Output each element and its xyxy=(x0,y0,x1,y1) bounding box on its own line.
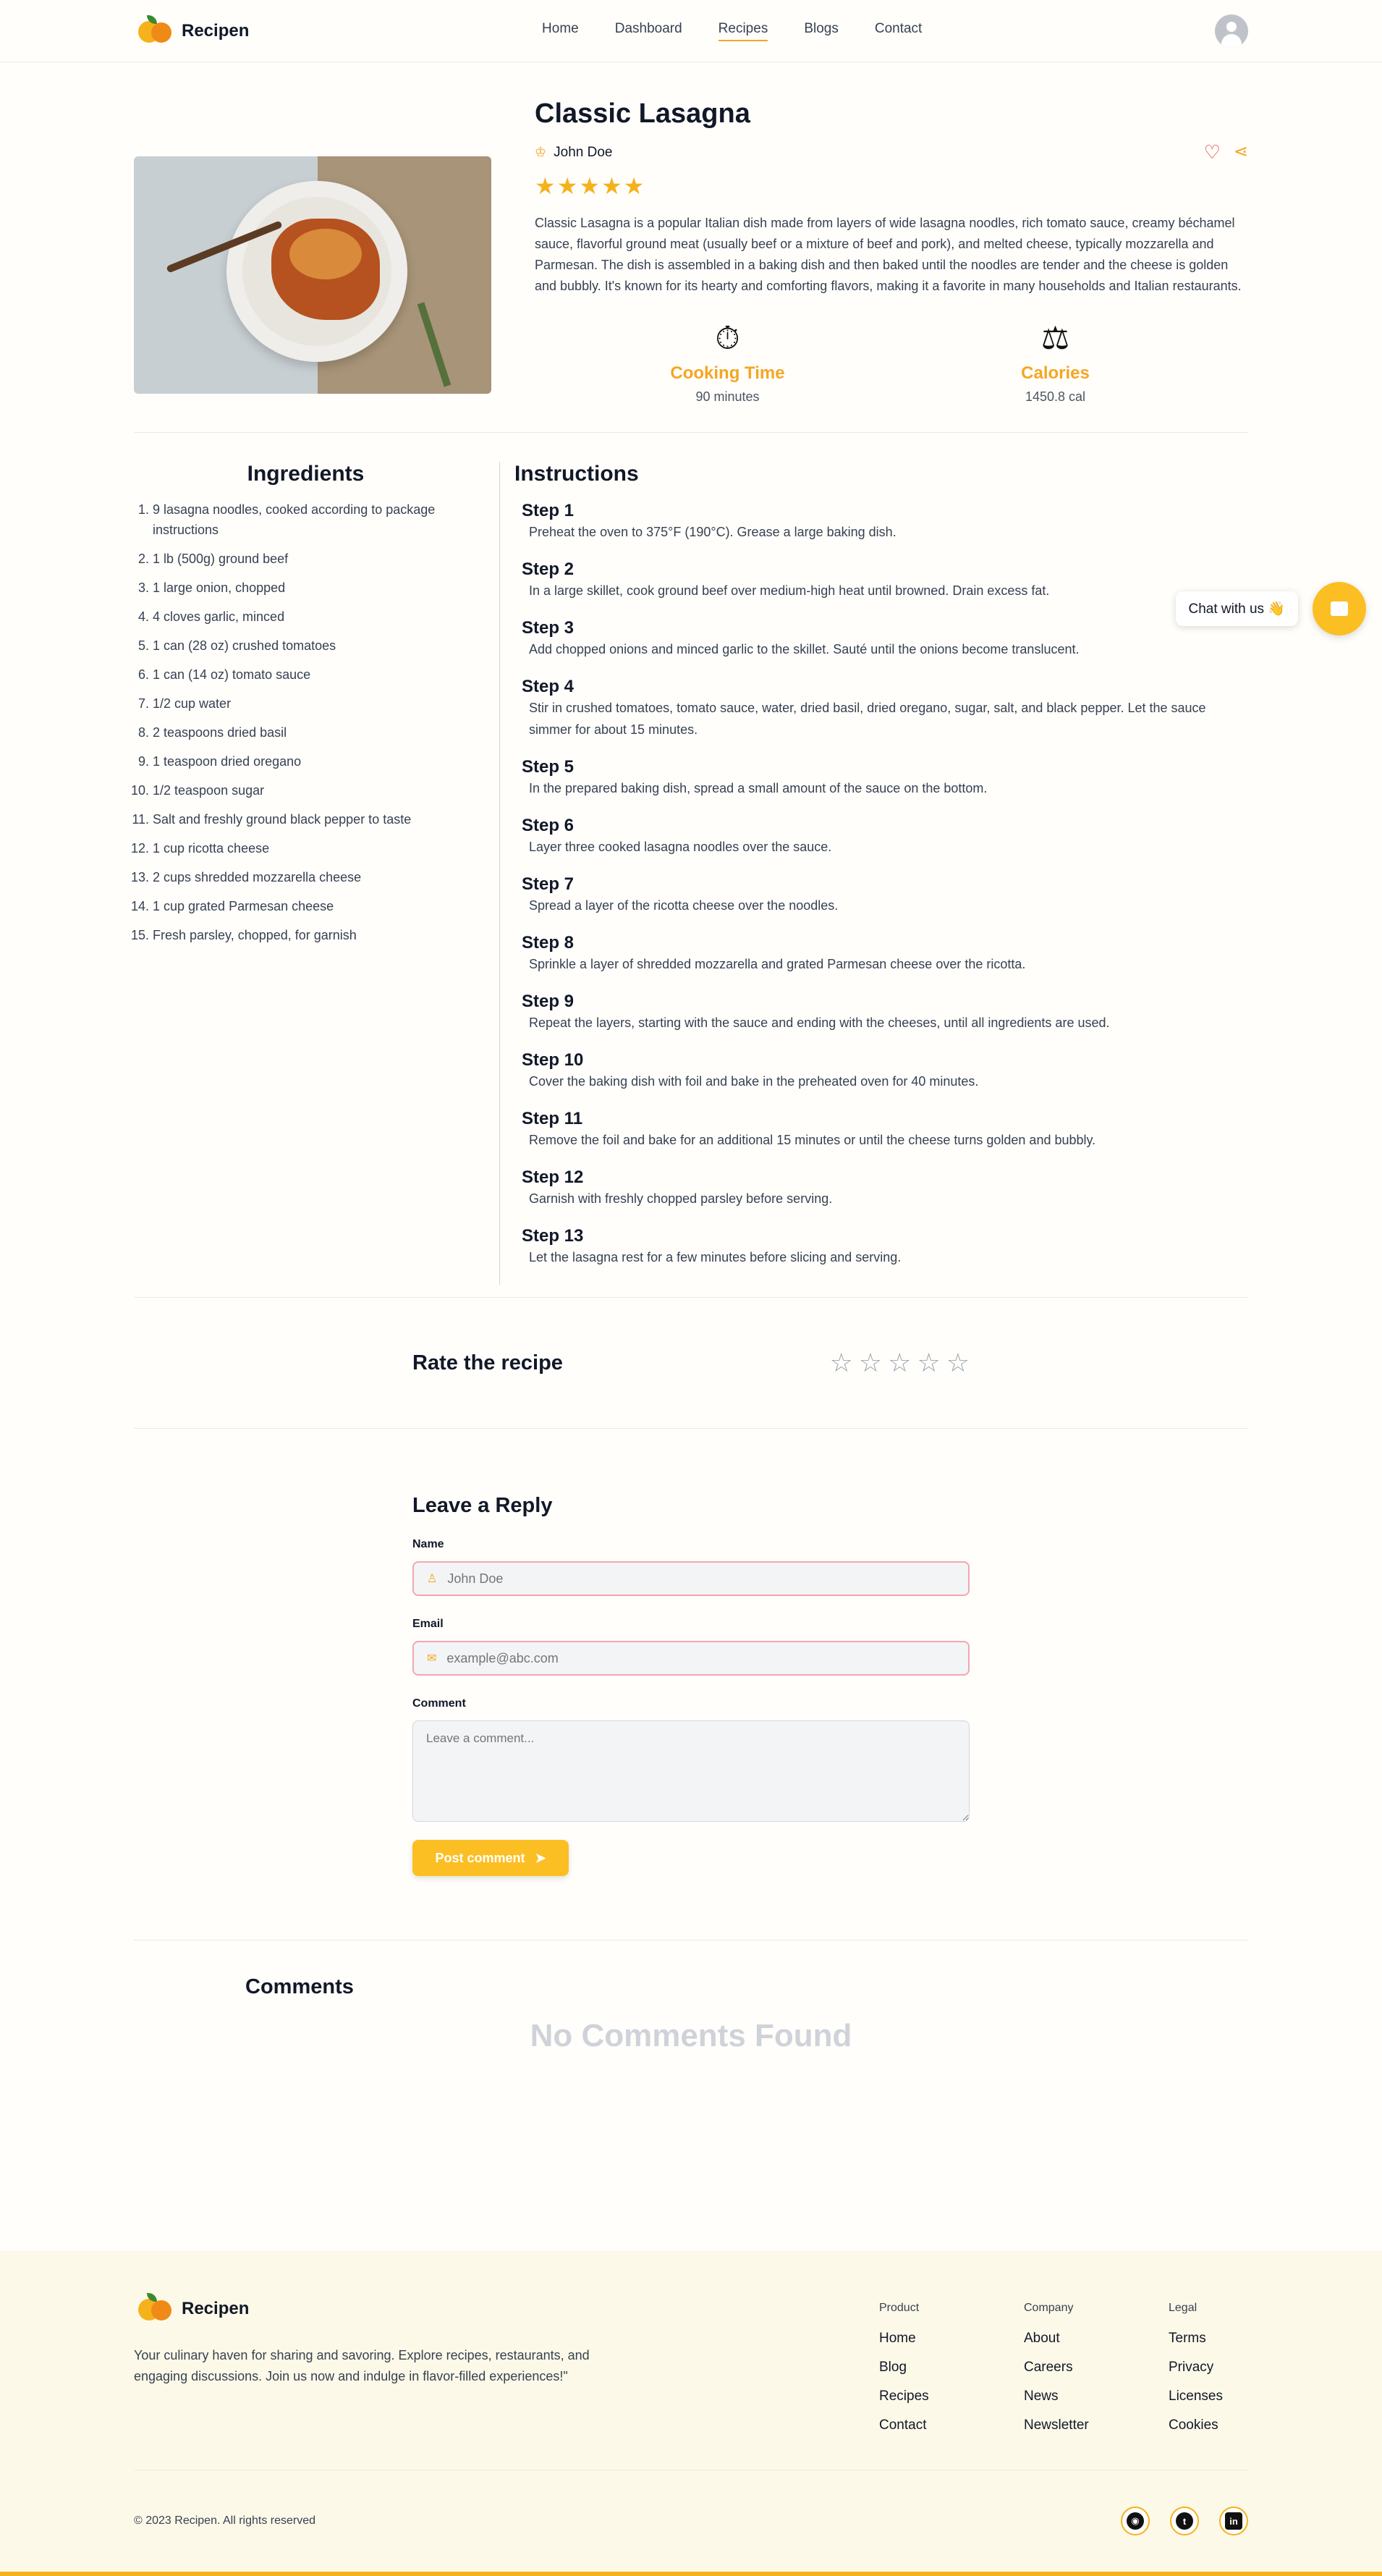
calories-label: Calories xyxy=(1021,363,1090,383)
comment-label: Comment xyxy=(412,1697,466,1710)
step-text: Stir in crushed tomatoes, tomato sauce, water, dried basil, dried oregano, sugar, salt, and black pepper. Let the sauce simmer for about 15 minutes. xyxy=(529,701,1206,737)
instruction-step xyxy=(514,874,1248,916)
ingredients-panel xyxy=(134,462,500,1285)
ingredient-item: 5. 1 can (28 oz) crushed tomatoes xyxy=(153,635,478,656)
footer xyxy=(0,2251,1382,2576)
footer-col-title: Company xyxy=(1024,2302,1074,2314)
scale-icon: ⚖ xyxy=(1040,321,1070,356)
step-text: Cover the baking dish with foil and bake in the preheated oven for 40 minutes. xyxy=(529,1074,979,1089)
github-link[interactable] xyxy=(1121,2507,1150,2535)
recipen-logo-icon xyxy=(134,2293,174,2325)
ingredient-item: 9. 1 teaspoon dried oregano xyxy=(153,751,478,772)
calories-stat xyxy=(969,317,1143,405)
reply-form xyxy=(412,1429,970,1876)
author-name: John Doe xyxy=(554,144,613,160)
reply-heading: Leave a Reply xyxy=(412,1494,553,1517)
name-field[interactable] xyxy=(412,1561,970,1596)
footer-link-privacy[interactable]: Privacy xyxy=(1169,2360,1214,2375)
ingredient-item: 2. 1 lb (500g) ground beef xyxy=(153,549,478,569)
instructions-panel xyxy=(500,462,1248,1285)
no-comments-text: No Comments Found xyxy=(530,2018,852,2053)
linkedin-icon: in xyxy=(1225,2512,1242,2530)
recipe-info xyxy=(535,98,1248,405)
instruction-step xyxy=(514,992,1248,1034)
brand-logo-link[interactable] xyxy=(134,15,249,47)
cooking-time-stat xyxy=(641,317,815,405)
step-text: Layer three cooked lasagna noodles over the sauce. xyxy=(529,840,832,854)
stopwatch-icon: ⏱ xyxy=(715,321,740,356)
footer-link-cookies[interactable]: Cookies xyxy=(1169,2417,1218,2433)
ingredient-item: 15. Fresh parsley, chopped, for garnish xyxy=(153,925,478,945)
bottom-accent-bar xyxy=(0,2572,1382,2576)
step-text: Remove the foil and bake for an additional 15 minutes or until the cheese turns golden and bubbly. xyxy=(529,1133,1096,1147)
ingredient-item: 12. 1 cup ricotta cheese xyxy=(153,838,478,858)
user-avatar-icon[interactable] xyxy=(1215,14,1248,48)
nav-contact[interactable]: Contact xyxy=(874,20,923,36)
rate-section xyxy=(412,1298,970,1428)
favorite-heart-icon[interactable]: ♡ xyxy=(1203,141,1221,163)
ingredient-item: 6. 1 can (14 oz) tomato sauce xyxy=(153,664,478,685)
step-text: Let the lasagna rest for a few minutes before slicing and serving. xyxy=(529,1250,902,1264)
twitter-link[interactable] xyxy=(1170,2507,1199,2535)
ingredient-item: 14. 1 cup grated Parmesan cheese xyxy=(153,896,478,916)
share-icon[interactable]: ⋖ xyxy=(1233,142,1248,161)
footer-link-home[interactable]: Home xyxy=(879,2331,916,2346)
post-comment-button[interactable] xyxy=(412,1840,569,1876)
nav-home[interactable]: Home xyxy=(542,20,579,36)
instruction-step xyxy=(514,933,1248,975)
step-text: In the prepared baking dish, spread a small amount of the sauce on the bottom. xyxy=(529,781,988,795)
divider xyxy=(134,432,1248,433)
step-text: Spread a layer of the ricotta cheese over the noodles. xyxy=(529,898,839,913)
brand-name: Recipen xyxy=(182,20,250,41)
instruction-step xyxy=(514,677,1248,740)
recipe-hero xyxy=(134,62,1248,405)
footer-col-title: Product xyxy=(879,2302,920,2314)
ingredients-heading: Ingredients xyxy=(247,462,365,486)
step-title: Step 7 xyxy=(522,874,575,894)
footer-link-newsletter[interactable]: Newsletter xyxy=(1024,2417,1089,2433)
footer-brand-name: Recipen xyxy=(182,2299,250,2318)
nav-blogs[interactable]: Blogs xyxy=(804,20,839,36)
instruction-step xyxy=(514,1226,1248,1268)
nav-dashboard[interactable]: Dashboard xyxy=(614,20,682,36)
ingredient-item: 8. 2 teaspoons dried basil xyxy=(153,722,478,743)
chat-widget xyxy=(1176,582,1366,635)
email-label: Email xyxy=(412,1618,444,1630)
github-icon: ◉ xyxy=(1127,2512,1144,2530)
name-input[interactable] xyxy=(447,1571,917,1587)
rate-star-2-icon[interactable]: ☆ xyxy=(858,1348,883,1377)
footer-col-legal xyxy=(1169,2293,1248,2470)
footer-col-company xyxy=(1024,2293,1169,2470)
instructions-steps xyxy=(514,501,1248,1268)
comments-section xyxy=(134,1941,1248,2143)
footer-link-careers[interactable]: Careers xyxy=(1024,2360,1073,2375)
cooking-time-label: Cooking Time xyxy=(670,363,785,383)
footer-link-about[interactable]: About xyxy=(1024,2331,1060,2346)
social-links xyxy=(1121,2507,1248,2535)
name-label: Name xyxy=(412,1538,444,1550)
instruction-step xyxy=(514,618,1248,660)
footer-link-blog[interactable]: Blog xyxy=(879,2360,907,2375)
twitter-icon: t xyxy=(1176,2512,1193,2530)
recipe-body xyxy=(134,462,1248,1285)
copyright: © 2023 Recipen. All rights reserved xyxy=(134,2514,316,2527)
ingredient-item: 13. 2 cups shredded mozzarella cheese xyxy=(153,867,478,887)
step-text: Garnish with freshly chopped parsley before serving. xyxy=(529,1191,833,1206)
ingredients-list xyxy=(134,499,478,945)
footer-links xyxy=(879,2293,1248,2470)
instructions-heading: Instructions xyxy=(514,462,639,486)
step-title: Step 13 xyxy=(522,1226,584,1246)
ingredient-item: 4. 4 cloves garlic, minced xyxy=(153,607,478,627)
footer-col-product xyxy=(879,2293,1024,2470)
rate-star-3-icon[interactable]: ☆ xyxy=(888,1348,912,1377)
instruction-step xyxy=(514,757,1248,799)
recipe-rating-stars: ★★★★★ xyxy=(535,173,646,199)
rate-star-5-icon[interactable]: ☆ xyxy=(946,1348,970,1377)
step-title: Step 9 xyxy=(522,992,575,1011)
ingredient-item: 1. 9 lasagna noodles, cooked according to package instructions xyxy=(153,499,478,540)
calories-value: 1450.8 cal xyxy=(1025,389,1086,404)
instruction-step xyxy=(514,1167,1248,1209)
step-text: Add chopped onions and minced garlic to the skillet. Sauté until the onions become translucent. xyxy=(529,642,1080,656)
step-title: Step 10 xyxy=(522,1050,584,1070)
ingredient-item: 11. Salt and freshly ground black pepper to taste xyxy=(153,809,478,829)
recipe-stats xyxy=(535,317,1248,405)
instruction-step xyxy=(514,501,1248,543)
step-text: Sprinkle a layer of shredded mozzarella and grated Parmesan cheese over the ricotta. xyxy=(529,957,1026,971)
ingredient-item: 7. 1/2 cup water xyxy=(153,693,478,714)
step-text: In a large skillet, cook ground beef over medium-high heat until browned. Drain excess fat. xyxy=(529,583,1050,598)
rate-stars xyxy=(830,1348,970,1378)
recipe-image xyxy=(134,156,491,394)
comments-heading: Comments xyxy=(245,1975,354,1998)
chat-label[interactable]: Chat with us 👋 xyxy=(1176,591,1298,626)
step-title: Step 11 xyxy=(522,1109,583,1128)
send-icon: ➤ xyxy=(535,1850,546,1865)
footer-link-recipes[interactable]: Recipes xyxy=(879,2389,929,2404)
comment-textarea[interactable] xyxy=(412,1720,970,1822)
step-title: Step 2 xyxy=(522,559,575,579)
rate-star-4-icon[interactable]: ☆ xyxy=(917,1348,941,1377)
instruction-step xyxy=(514,559,1248,601)
step-title: Step 12 xyxy=(522,1167,584,1187)
chef-hat-icon: ♔ xyxy=(535,145,547,159)
instruction-step xyxy=(514,816,1248,858)
footer-link-news[interactable]: News xyxy=(1024,2389,1059,2404)
chat-bubble-icon xyxy=(1331,601,1348,616)
ingredient-item: 3. 1 large onion, chopped xyxy=(153,578,478,598)
rate-heading: Rate the recipe xyxy=(412,1351,563,1374)
footer-brand xyxy=(134,2293,640,2470)
instruction-step xyxy=(514,1050,1248,1092)
footer-description: Your culinary haven for sharing and savoring. Explore recipes, restaurants, and engaging discussions. Join us now and indulge in flavor-filled experiences!" xyxy=(134,2348,590,2383)
footer-link-licenses[interactable]: Licenses xyxy=(1169,2389,1223,2404)
recipe-author[interactable] xyxy=(535,145,612,161)
step-text: Preheat the oven to 375°F (190°C). Grease a large baking dish. xyxy=(529,525,896,539)
recipen-logo-icon xyxy=(134,15,174,47)
recipe-title: Classic Lasagna xyxy=(535,98,750,129)
step-title: Step 4 xyxy=(522,677,575,696)
email-input[interactable] xyxy=(446,1651,917,1666)
recipe-description: Classic Lasagna is a popular Italian dish made from layers of wide lasagna noodles, rich tomato sauce, creamy béchamel sauce, flavorful ground meat (usually beef or a mixture of beef and pork), and melted cheese, typically mozzarella and Parmesan. The dish is assembled in a baking dish and then baked until the noodles are tender and the cheese is golden and bubbly. It's known for its hearty and comforting flavors, making it a favorite in many households and Italian restaurants. xyxy=(535,216,1242,293)
step-title: Step 6 xyxy=(522,816,575,835)
step-title: Step 8 xyxy=(522,933,575,953)
nav-recipes[interactable]: Recipes xyxy=(718,21,768,41)
rate-star-1-icon[interactable]: ☆ xyxy=(829,1348,853,1377)
footer-col-title: Legal xyxy=(1169,2302,1197,2314)
user-icon: ♙ xyxy=(427,1573,438,1585)
cooking-time-value: 90 minutes xyxy=(695,389,760,404)
instruction-step xyxy=(514,1109,1248,1151)
linkedin-link[interactable] xyxy=(1219,2507,1248,2535)
footer-link-contact[interactable]: Contact xyxy=(879,2417,927,2433)
footer-link-terms[interactable]: Terms xyxy=(1169,2331,1206,2346)
main-menu xyxy=(542,21,922,41)
ingredient-item: 10. 1/2 teaspoon sugar xyxy=(153,780,478,801)
email-field[interactable] xyxy=(412,1641,970,1676)
step-title: Step 1 xyxy=(522,501,575,520)
chat-button[interactable] xyxy=(1313,582,1366,635)
step-text: Repeat the layers, starting with the sauce and ending with the cheeses, until all ingredients are used. xyxy=(529,1015,1110,1030)
step-title: Step 5 xyxy=(522,757,575,777)
footer-brand-logo[interactable] xyxy=(134,2293,640,2325)
mail-icon: ✉ xyxy=(427,1652,437,1665)
recipe-page xyxy=(134,62,1248,2143)
step-title: Step 3 xyxy=(522,618,575,638)
post-comment-label: Post comment xyxy=(435,1850,525,1865)
top-navbar xyxy=(0,0,1382,62)
